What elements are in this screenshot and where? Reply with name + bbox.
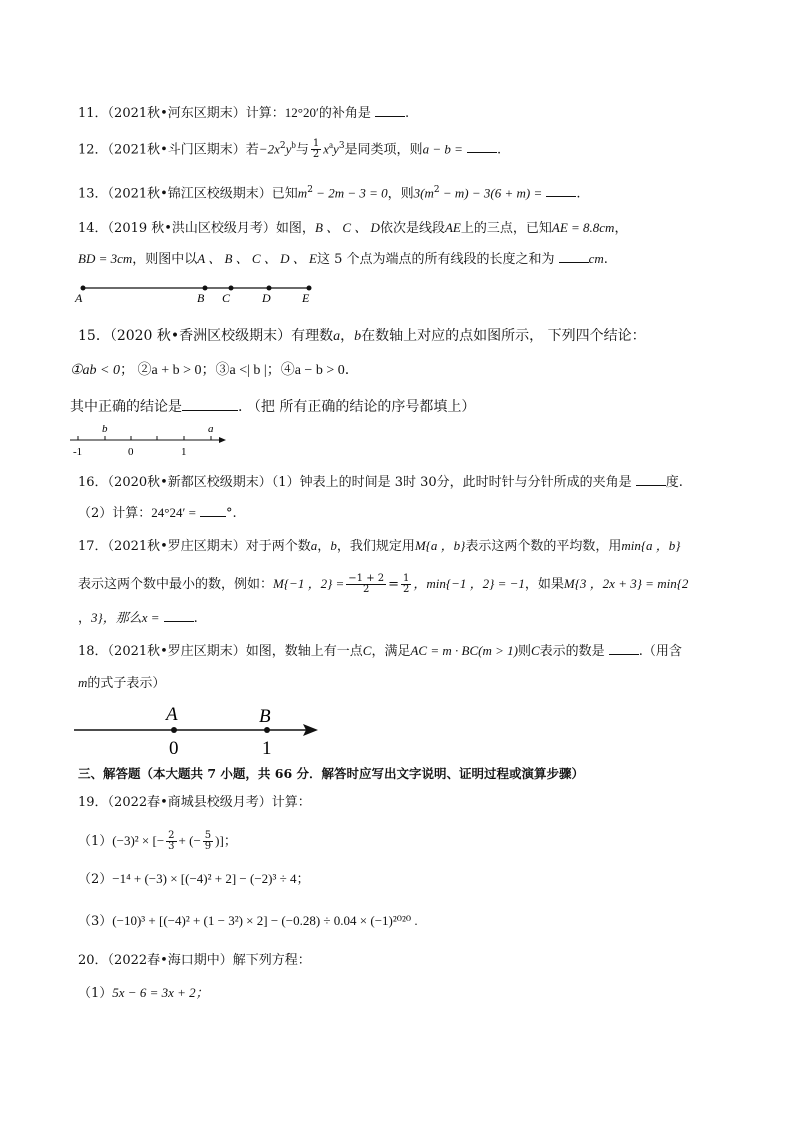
number-line-q15 [0, 420, 794, 460]
question-12: 12．（2021秋•斗门区期末）若$-2x^2y^b$与 $\frac{1}{2}$ $x^ay^3$是同类项，则a − b = . [78, 138, 502, 161]
question-17-line2: 表示这两个数中最小的数，例如：M{−1 ，2} = $\frac{-1 + 2}{2}$ = $\frac{1}{2}$ ，min{−1 ，2} = −1，如果M{3 ，2x + 3} = min{2 [78, 573, 689, 595]
label-e: E [302, 291, 310, 305]
label-1: 1 [262, 738, 272, 759]
question-19-part2: （2）−1⁴ + (−3) × [(−4)² + 2] − (−2)³ ÷ 4； [78, 871, 310, 887]
point-a [171, 727, 177, 733]
answer-blank[interactable] [182, 398, 238, 411]
question-13: 13．（2021秋•锦江区校级期末）已知$m^2 - 2m - 3 = 0$，则$3(m^2 - m) - 3(6 + m)$ = . [78, 185, 581, 202]
section-heading: 三、解答题（本大题共 7 小题，共 66 分．解答时应写出文字说明、证明过程或演算步骤） [78, 766, 585, 781]
question-18-line1: 18．（2021秋•罗庄区期末）如图，数轴上有一点C，满足AC = m · BC(m > 1)则C表示的数是 .（用含 [78, 643, 682, 659]
answer-blank[interactable] [546, 184, 576, 197]
label-b: B [197, 291, 205, 305]
question-14-line1: 14．（2019 秋•洪山区校级月考）如图，B 、 C 、 D依次是线段AE上的三点，已知AE = 8.8cm， [78, 220, 628, 236]
question-15-line2: ①ab < 0； ②a + b > 0；③a <| b |；④a − b > 0. [70, 362, 350, 378]
question-19-part1: （1）(−3)² × [− $\frac{2}{3}$ + (− $\frac{5}{9}$ )]； [78, 830, 237, 852]
question-20-part1: （1）5x − 6 = 3x + 2； [78, 985, 209, 1001]
question-20-line1: 20．（2022春•海口期中）解下列方程： [78, 953, 311, 968]
label-d: D [262, 291, 271, 305]
question-19-line1: 19．（2022春•商城县校级月考）计算： [78, 795, 311, 810]
fraction: $\frac{1}{2}$ [403, 573, 410, 595]
point-b [203, 286, 208, 291]
question-19-part3: （3）(−10)³ + [(−4)² + (1 − 3²) × 2] − (−0.28) ÷ 0.04 × (−1)²⁰²⁰ . [78, 913, 418, 929]
question-17-line1: 17．（2021秋•罗庄区期末）对于两个数a，b，我们规定用M{a ，b}表示这两个数的平均数，用min{a ，b} [78, 538, 681, 554]
question-11: 11．（2021秋•河东区期末）计算：12°20′的补角是 . [78, 105, 410, 121]
answer-blank[interactable] [200, 504, 226, 517]
answer-blank[interactable] [164, 609, 194, 622]
question-14-line2: BD = 3cm，则图中以A 、 B 、 C 、 D 、 E这 5 个点为端点的所有线段的长度之和为 cm. [78, 251, 608, 267]
answer-blank[interactable] [559, 250, 589, 263]
label-a: A [166, 704, 178, 725]
tick-label-1: 1 [181, 446, 187, 458]
label-c: C [222, 291, 231, 305]
answer-blank[interactable] [609, 642, 639, 655]
answer-blank[interactable] [467, 140, 497, 153]
fraction: $\frac{1}{2}$ [312, 138, 320, 161]
axis-label-b: b [102, 423, 108, 435]
fraction: $\frac{-1 + 2}{2}$ [348, 573, 385, 595]
segment-ae-diagram [0, 278, 794, 318]
fraction: $\frac{5}{9}$ [204, 830, 212, 852]
question-15-line3: 其中正确的结论是 . （把 所有正确的结论的序号都填上） [70, 399, 476, 415]
tick-label-0: 0 [128, 446, 134, 458]
fraction: $\frac{2}{3}$ [168, 830, 175, 852]
label-0: 0 [169, 738, 179, 759]
point-c [229, 286, 234, 291]
question-17-line3: ，3}，那么x = . [78, 610, 198, 626]
question-16-line2: （2）计算：24°24′ = °. [78, 505, 237, 521]
answer-blank[interactable] [636, 473, 666, 486]
label-b: B [259, 706, 271, 727]
label-a: A [75, 291, 83, 305]
number-line-q18 [0, 700, 794, 760]
point-d [267, 286, 272, 291]
point-a [81, 286, 86, 291]
answer-blank[interactable] [375, 104, 405, 117]
question-16-line1: 16．（2020秋•新都区校级期末）（1）钟表上的时间是 3时 30分，此时时针与分针所成的夹角是 度. [78, 475, 683, 490]
tick-label-neg1: -1 [73, 446, 83, 458]
question-18-line2: m的式子表示） [78, 675, 166, 691]
axis-label-a: a [208, 423, 214, 435]
question-15-line1: 15．（2020 秋•香洲区校级期末）有理数a，b在数轴上对应的点如图所示， 下列四个结论： [78, 328, 646, 344]
point-b [264, 727, 270, 733]
point-e [307, 286, 312, 291]
